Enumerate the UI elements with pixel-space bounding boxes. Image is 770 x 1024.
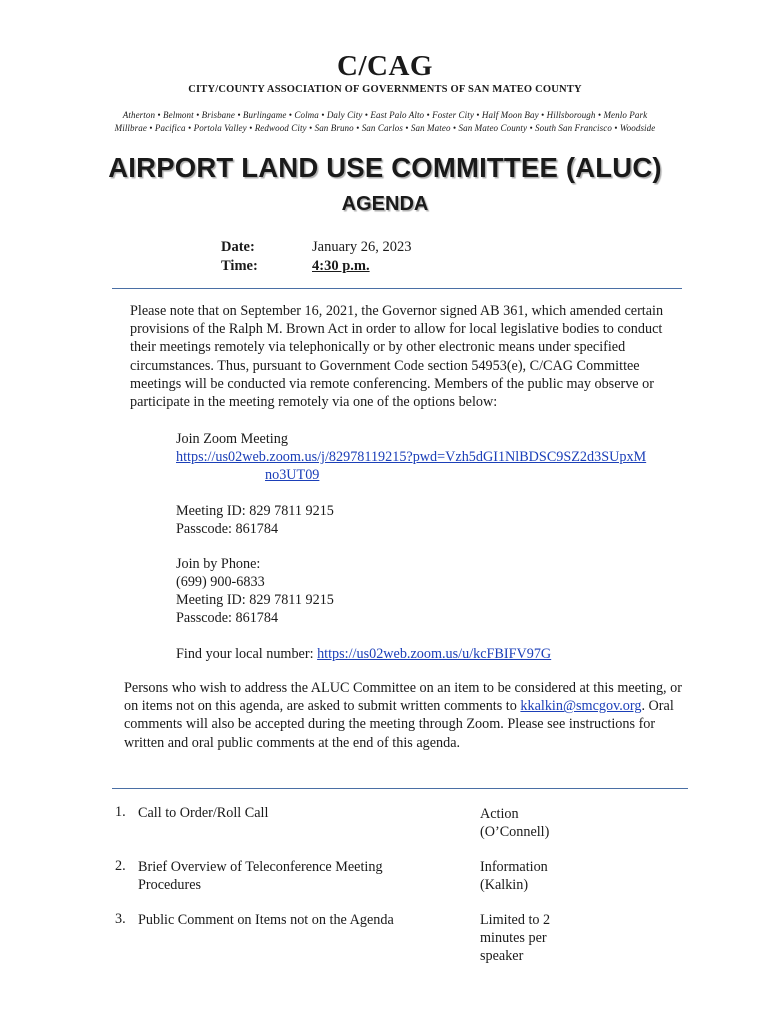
org-full-name: CITY/COUNTY ASSOCIATION OF GOVERNMENTS OF SAN MATEO COUNTY	[188, 84, 582, 95]
email-link[interactable]: kkalkin@smcgov.org	[520, 698, 642, 715]
agenda-divider	[112, 788, 688, 789]
zoom-meeting-link-continued[interactable]: no3UT09	[265, 467, 320, 483]
agenda-item-title: Public Comment on Items not on the Agenda	[138, 912, 394, 928]
local-number-line	[176, 645, 551, 663]
comment-text-2: . Oral comments will also be accepted during the meeting through Zoom. Please see instructions for written and oral public comments at the end of this agenda.	[124, 698, 674, 751]
phone-join-label: Join by Phone:	[176, 556, 261, 572]
agenda-item-action	[480, 805, 600, 841]
time-value: 4:30 p.m.	[312, 258, 370, 274]
member-cities-line-1: Atherton • Belmont • Brisbane • Burlingame • Colma • Daly City • East Palo Alto • Foster City • Half Moon Bay • Hillsborough • Menlo Park	[122, 110, 648, 120]
comment-text-1: Persons who wish to address the ALUC Committee on an item to be considered at this meeting, or on items not on this agenda, are asked to submit written comments to	[124, 680, 682, 715]
action-line: Action	[480, 806, 519, 822]
title-line: Brief Overview of Teleconference Meeting	[138, 859, 383, 875]
member-cities-line-2: Millbrae • Pacifica • Portola Valley • Redwood City • San Bruno • San Carlos • San Mateo • San Mateo County • South San Francisco • Woodside	[114, 123, 656, 133]
committee-title: AIRPORT LAND USE COMMITTEE (ALUC)	[108, 152, 662, 183]
phone-passcode: Passcode: 861784	[176, 610, 279, 626]
zoom-passcode: Passcode: 861784	[176, 521, 279, 537]
agenda-heading: AGENDA	[341, 193, 429, 215]
phone-number: (699) 900-6833	[176, 574, 265, 590]
agenda-item-title	[138, 858, 383, 894]
phone-meeting-id: Meeting ID: 829 7811 9215	[176, 592, 334, 608]
local-number-link[interactable]: https://us02web.zoom.us/u/kcFBIFV97G	[317, 646, 552, 662]
local-number-label: Find your local number:	[176, 646, 318, 662]
agenda-item-action	[480, 911, 600, 965]
action-line: (Kalkin)	[480, 877, 529, 893]
org-name: C/CAG	[337, 50, 433, 82]
agenda-item-title: Call to Order/Roll Call	[138, 805, 269, 821]
remote-meeting-notice: Please note that on September 16, 2021, the Governor signed AB 361, which amended certain provisions of the Ralph M. Brown Act in order to allow for local legislative bodies to conduct their meetings remotely via telephonically or by other electronic means under specified circumstances. Thus, pursuant to Government Code section 54953(e), C/CAG Committee meetings will be conducted via remote conferencing. Members of the public may observe or participate in the meeting remotely via one of the options below:	[130, 303, 664, 411]
action-line: Limited to 2	[480, 912, 551, 928]
agenda-item-number: 2.	[115, 858, 126, 874]
zoom-meeting-id: Meeting ID: 829 7811 9215	[176, 503, 334, 519]
time-label: Time:	[221, 258, 258, 274]
zoom-join-label: Join Zoom Meeting	[176, 431, 288, 447]
agenda-item-number: 1.	[115, 804, 126, 820]
action-line: speaker	[480, 948, 524, 964]
title-line: Procedures	[138, 877, 202, 893]
zoom-meeting-link[interactable]: https://us02web.zoom.us/j/82978119215?pwd=Vzh5dGI1NlBDSC9SZ2d3SUpxM	[176, 449, 647, 465]
action-line: Information	[480, 859, 548, 875]
action-line: minutes per	[480, 930, 547, 946]
action-line: (O’Connell)	[480, 824, 550, 840]
public-comment-instructions	[124, 679, 684, 752]
header-divider	[112, 288, 682, 289]
agenda-item-number: 3.	[115, 911, 126, 927]
agenda-item-action	[480, 858, 600, 894]
date-label: Date:	[221, 239, 255, 255]
date-value: January 26, 2023	[312, 239, 412, 255]
